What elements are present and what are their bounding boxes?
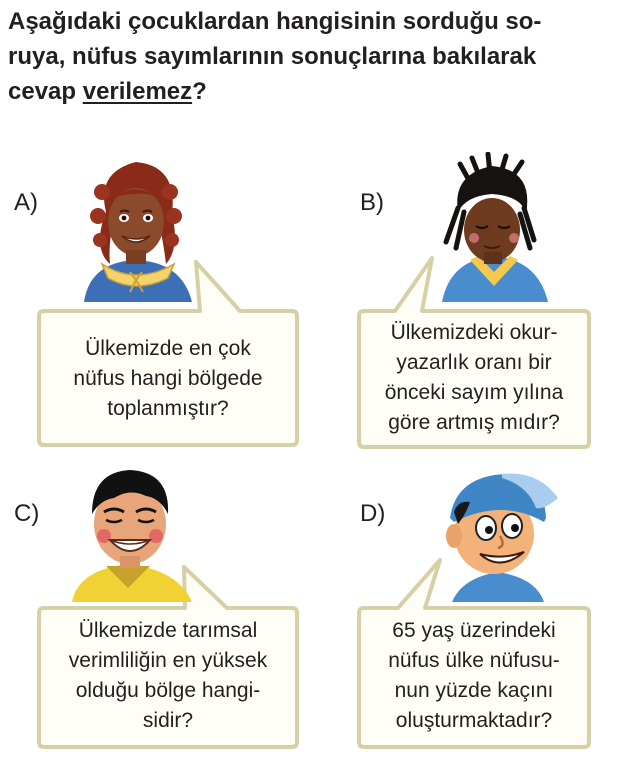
bubble-d-line: oluşturmaktadır? bbox=[395, 709, 553, 732]
bubble-c-text bbox=[42, 616, 294, 736]
bubble-b-line: Ülkemizdeki okur- bbox=[390, 321, 558, 344]
question-line-2: ruya, nüfus sayımlarının sonuçlarına bakılarak bbox=[8, 43, 537, 70]
question-keyword-underlined: verilemez bbox=[82, 78, 193, 105]
bubble-c-line: Ülkemizde tarımsal bbox=[78, 619, 258, 642]
bubble-d-line: nüfus ülke nüfusu- bbox=[388, 649, 560, 672]
option-c-letter: C) bbox=[14, 500, 40, 527]
bubble-d-line: nun yüzde kaçını bbox=[394, 679, 554, 702]
bubble-a-line: toplanmıştır? bbox=[107, 397, 229, 420]
bubble-b-text bbox=[362, 318, 586, 438]
cartoon-boy-blue-cap-illustration bbox=[432, 462, 562, 602]
question-line-3-suffix: ? bbox=[192, 78, 207, 105]
bubble-a-text bbox=[42, 334, 294, 424]
bubble-b-line: önceki sayım yılına bbox=[384, 381, 564, 404]
girl-curly-hair-illustration bbox=[66, 152, 206, 302]
option-a-letter: A) bbox=[14, 189, 38, 216]
bubble-c-line: olduğu bölge hangi- bbox=[75, 679, 261, 702]
question-line-1: Aşağıdaki çocuklardan hangisinin sorduğu so- bbox=[8, 8, 542, 35]
bubble-b-line: yazarlık oranı bir bbox=[396, 351, 552, 374]
bubble-d-line: 65 yaş üzerindeki bbox=[392, 619, 556, 642]
boy-dreadlocks-illustration bbox=[430, 152, 560, 302]
question-line-3-prefix: cevap bbox=[8, 78, 83, 105]
option-d-letter: D) bbox=[360, 500, 386, 527]
bubble-a-line: nüfus hangi bölgede bbox=[73, 367, 263, 390]
boy-smiling-yellow-shirt-illustration bbox=[66, 462, 196, 602]
option-b-letter: B) bbox=[360, 189, 384, 216]
bubble-d-text bbox=[362, 616, 586, 736]
bubble-c-line: sidir? bbox=[142, 709, 194, 732]
bubble-b-line: göre artmış mıdır? bbox=[388, 411, 560, 434]
bubble-a-line: Ülkemizde en çok bbox=[85, 337, 251, 360]
bubble-c-line: verimliliğin en yüksek bbox=[68, 649, 268, 672]
